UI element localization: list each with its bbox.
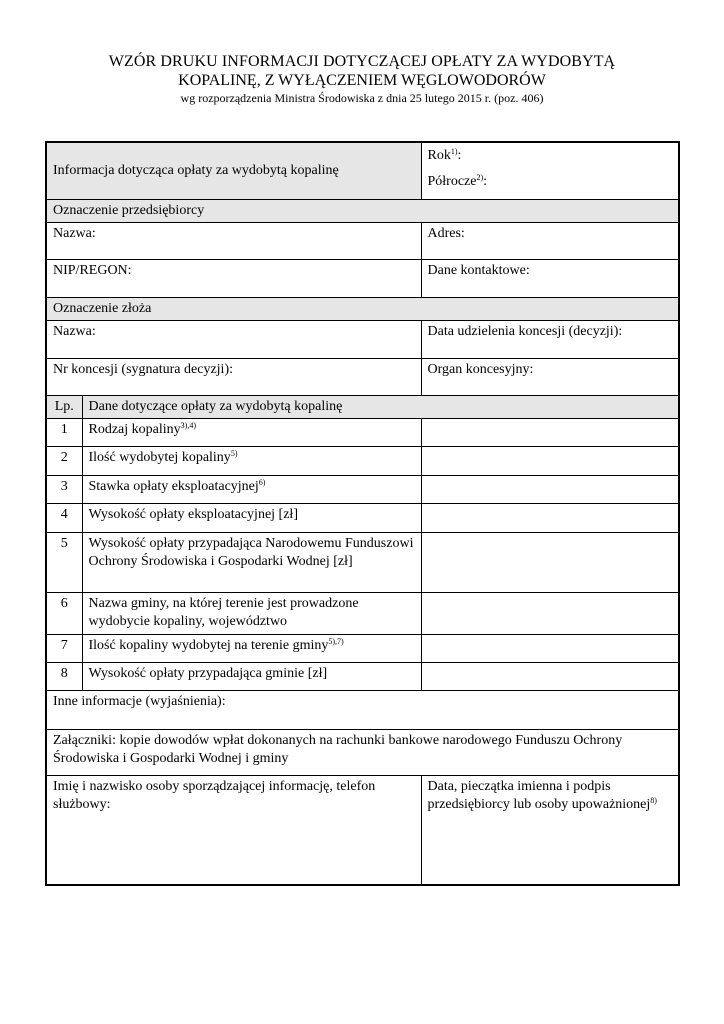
entrepreneur-nip-row bbox=[46, 259, 679, 297]
fee-row-label: Wysokość opłaty przypadająca Narodowemu Funduszowi Ochrony Środowiska i Gospodarki Wodnej [zł] bbox=[82, 532, 421, 592]
document-title-line2: KOPALINĘ, Z WYŁĄCZENIEM WĘGLOWODORÓW bbox=[178, 72, 546, 89]
signature-field[interactable] bbox=[421, 775, 679, 885]
signature-row bbox=[46, 775, 679, 885]
fee-row-label: Stawka opłaty eksploatacyjnej$^{6)}$ bbox=[82, 475, 421, 503]
fee-table-header-row bbox=[46, 395, 679, 418]
fee-row bbox=[46, 662, 679, 690]
year-colon: : bbox=[457, 148, 462, 163]
year-field[interactable] bbox=[428, 147, 675, 165]
entrepreneur-address-field[interactable]: Adres: bbox=[421, 222, 679, 259]
fee-row bbox=[46, 503, 679, 532]
concession-date-field[interactable]: Data udzielenia koncesji (decyzji): bbox=[421, 320, 679, 358]
fee-row-number: 5 bbox=[46, 532, 82, 592]
deposit-section-row bbox=[46, 297, 679, 320]
fee-row bbox=[46, 532, 679, 592]
half-year-label: Półrocze bbox=[427, 174, 477, 189]
deposit-section-header: Oznaczenie złoża bbox=[46, 297, 679, 320]
concession-number-field[interactable]: Nr koncesji (sygnatura decyzji): bbox=[46, 358, 421, 395]
fee-row-value-field[interactable] bbox=[421, 634, 679, 662]
fee-row bbox=[46, 475, 679, 503]
attachments-row bbox=[46, 729, 679, 775]
year-label: Rok bbox=[427, 148, 451, 163]
fee-row-label: Ilość wydobytej kopaliny$^{5)}$ bbox=[82, 446, 421, 475]
fee-row bbox=[46, 634, 679, 662]
footnote-ref: 6) bbox=[258, 477, 266, 487]
footnote-ref: 3),4) bbox=[180, 420, 196, 430]
fee-row-label: Ilość kopaliny wydobytej na terenie gminy$^{5),7)}$ bbox=[82, 634, 421, 662]
fee-row-number: 7 bbox=[46, 634, 82, 662]
entrepreneur-name-field[interactable]: Nazwa: bbox=[46, 222, 421, 259]
fee-row-value-field[interactable] bbox=[421, 662, 679, 690]
footnote-ref: 8) bbox=[650, 795, 657, 805]
fee-row-number: 4 bbox=[46, 503, 82, 532]
other-info-row bbox=[46, 690, 679, 729]
lp-header: Lp. bbox=[46, 395, 82, 418]
fee-row-value-field[interactable] bbox=[421, 592, 679, 634]
fee-row-label: Rodzaj kopaliny$^{3),4)}$ bbox=[82, 418, 421, 446]
concession-row bbox=[46, 358, 679, 395]
fee-row-label: Wysokość opłaty eksploatacyjnej [zł] bbox=[82, 503, 421, 532]
fee-row-value-field[interactable] bbox=[421, 532, 679, 592]
other-info-field[interactable]: Inne informacje (wyjaśnienia): bbox=[46, 690, 679, 729]
fee-row-label: Wysokość opłaty przypadająca gminie [zł] bbox=[82, 662, 421, 690]
fee-row-number: 6 bbox=[46, 592, 82, 634]
contact-data-field[interactable]: Dane kontaktowe: bbox=[421, 259, 679, 297]
nip-regon-field[interactable]: NIP/REGON: bbox=[46, 259, 421, 297]
half-year-field[interactable] bbox=[428, 173, 675, 191]
entrepreneur-section-header: Oznaczenie przedsiębiorcy bbox=[46, 199, 679, 222]
half-year-footnote: 2) bbox=[476, 173, 484, 182]
concession-authority-field[interactable]: Organ koncesyjny: bbox=[421, 358, 679, 395]
fee-row-value-field[interactable] bbox=[421, 475, 679, 503]
half-year-colon: : bbox=[483, 174, 488, 189]
fee-row-number: 8 bbox=[46, 662, 82, 690]
footnote-ref: 5) bbox=[230, 448, 238, 458]
fee-information-form bbox=[45, 141, 680, 886]
fee-data-header: Dane dotyczące opłaty za wydobytą kopalinę bbox=[82, 395, 679, 418]
fee-row-value-field[interactable] bbox=[421, 418, 679, 446]
document-subtitle: wg rozporządzenia Ministra Środowiska z dnia 25 lutego 2015 r. (poz. 406) bbox=[180, 91, 544, 105]
info-header-row bbox=[46, 142, 679, 199]
fee-row-value-field[interactable] bbox=[421, 503, 679, 532]
fee-row-number: 2 bbox=[46, 446, 82, 475]
entrepreneur-section-row bbox=[46, 199, 679, 222]
footnote-ref: 5),7) bbox=[328, 636, 344, 646]
fee-row-value-field[interactable] bbox=[421, 446, 679, 475]
deposit-name-field[interactable]: Nazwa: bbox=[46, 320, 421, 358]
info-title: Informacja dotycząca opłaty za wydobytą kopalinę bbox=[53, 162, 339, 178]
fee-row bbox=[46, 592, 679, 634]
fee-row-number: 1 bbox=[46, 418, 82, 446]
entrepreneur-name-row bbox=[46, 222, 679, 259]
signature-label: Data, pieczątka imienna i podpis przedsiębiorcy lub osoby upoważnionej bbox=[427, 778, 651, 812]
year-footnote: 1) bbox=[450, 147, 458, 156]
fee-row bbox=[46, 446, 679, 475]
attachments-field[interactable]: Załączniki: kopie dowodów wpłat dokonanych na rachunki bankowe narodowego Funduszu Ochrony Środowiska i Gospodarki Wodnej i gminy bbox=[46, 729, 679, 775]
period-cell[interactable] bbox=[421, 142, 679, 199]
fee-row-label: Nazwa gminy, na której terenie jest prowadzone wydobycie kopaliny, województwo bbox=[82, 592, 421, 634]
fee-row-number: 3 bbox=[46, 475, 82, 503]
deposit-name-row bbox=[46, 320, 679, 358]
document-title-line1: WZÓR DRUKU INFORMACJI DOTYCZĄCEJ OPŁATY ZA WYDOBYTĄ bbox=[108, 53, 616, 70]
info-title-cell bbox=[46, 142, 421, 199]
preparer-field[interactable]: Imię i nazwisko osoby sporządzającej informację, telefon służbowy: bbox=[46, 775, 421, 885]
fee-row bbox=[46, 418, 679, 446]
